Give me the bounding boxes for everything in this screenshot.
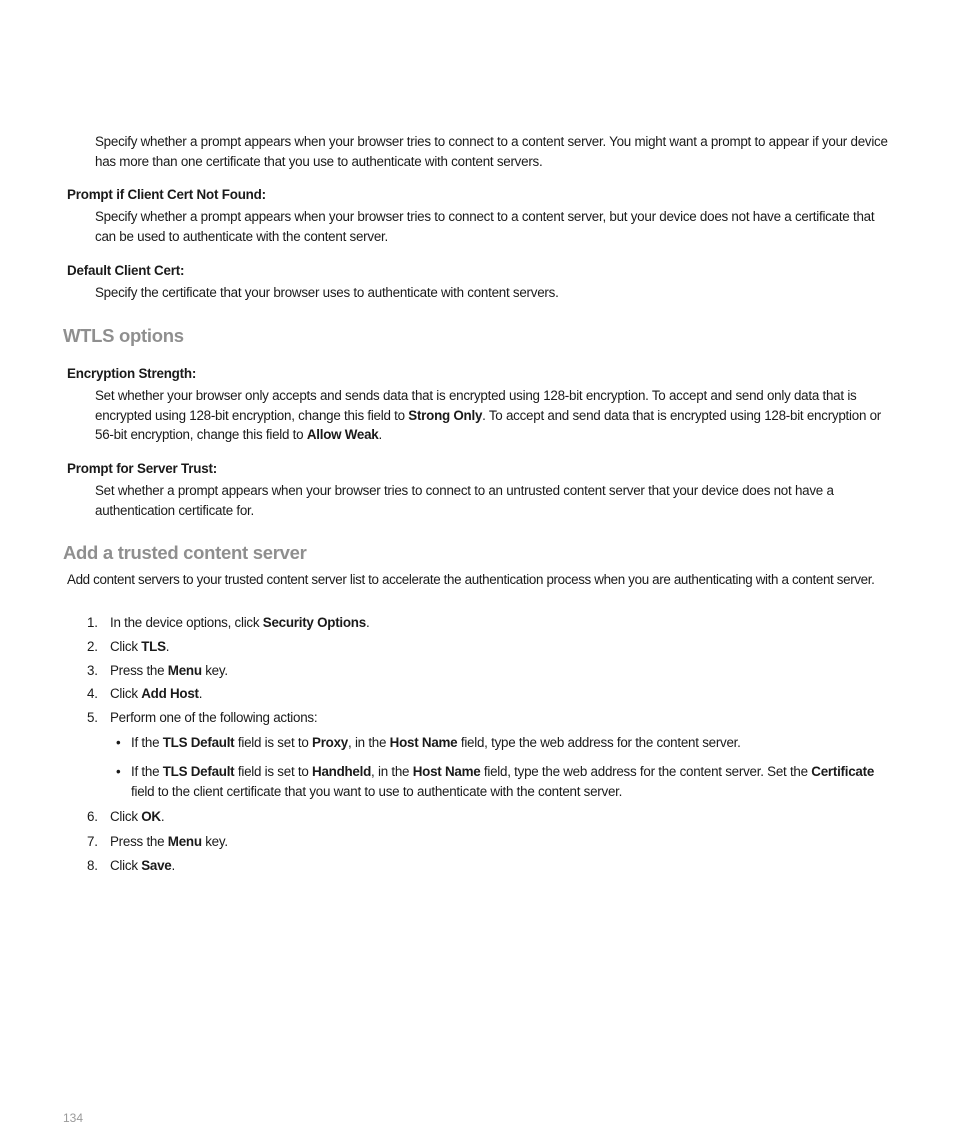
bullet-icon: •	[116, 735, 121, 750]
proxy-label: Proxy	[312, 735, 348, 750]
text-run: field to the client certificate that you want to use to authenticate with the content server.	[131, 783, 623, 799]
text-run: field is set to	[234, 764, 313, 779]
wtls-options-heading: WTLS options	[63, 325, 184, 346]
encryption-strength-term: Encryption Strength:	[67, 366, 197, 381]
step-number: 2.	[87, 639, 98, 654]
page-number: 134	[63, 1111, 84, 1125]
step-1	[87, 615, 369, 630]
step-3	[87, 663, 228, 678]
text-run: , in the	[371, 764, 413, 779]
step-5	[87, 710, 317, 725]
default-client-cert-term: Default Client Cert:	[67, 263, 185, 278]
ok-label: OK	[141, 809, 161, 824]
text-run: If the	[131, 735, 163, 750]
text-run: .	[365, 615, 370, 630]
text-run: field, type the web address for the content server.	[457, 735, 741, 750]
bullet-text	[131, 733, 896, 753]
strong-only-option: Strong Only	[408, 407, 483, 423]
add-host-label: Add Host	[141, 686, 199, 701]
text-run: Press the	[110, 834, 168, 849]
step-number: 8.	[87, 858, 98, 873]
bullet-icon: •	[116, 764, 121, 779]
certificate-label: Certificate	[811, 764, 875, 779]
menu-key-label: Menu	[167, 834, 202, 849]
add-trusted-server-heading: Add a trusted content server	[63, 542, 307, 563]
text-run: field, type the web address for the content server. Set the	[480, 764, 812, 779]
step-number: 5.	[87, 710, 98, 725]
step-number: 7.	[87, 834, 98, 849]
step-7	[87, 834, 228, 849]
tls-label: TLS	[141, 639, 166, 654]
step-number: 3.	[87, 663, 98, 678]
step-number: 1.	[87, 615, 98, 630]
text-run: .	[165, 639, 170, 654]
step-number: 6.	[87, 809, 98, 824]
host-name-label: Host Name	[412, 764, 481, 779]
step-number: 4.	[87, 686, 98, 701]
text-run: Click	[110, 809, 142, 824]
step-4	[87, 686, 202, 701]
text-run: Click	[110, 639, 142, 654]
text-run: Click	[110, 858, 142, 873]
host-name-label: Host Name	[389, 735, 458, 750]
text-run: . To accept and send data that is encrypted using 128-bit encryption or 56-bit encryption, change this field to	[95, 407, 882, 442]
bullet-proxy	[116, 733, 896, 753]
text-run: Press the	[110, 663, 168, 678]
text-run: Perform one of the following actions:	[110, 710, 318, 725]
tls-default-label: TLS Default	[162, 764, 235, 779]
step-6	[87, 809, 164, 824]
text-run: key.	[201, 663, 228, 678]
text-run: Set whether your browser only accepts and sends data that is encrypted using 128-bit encryption. To accept and send only data that is encrypted using 128-bit encryption, change this field to	[95, 388, 857, 423]
prompt-if-cert-not-found-term: Prompt if Client Cert Not Found:	[67, 187, 266, 202]
text-run: .	[171, 858, 175, 873]
text-run: field is set to	[234, 735, 313, 750]
text-run: Click	[110, 686, 142, 701]
client-cert-prompt-description: Specify whether a prompt appears when your browser tries to connect to a content server. You might want a prompt to appear if your device has more than one certificate that you use to authenticate with content servers.	[95, 134, 888, 169]
text-run: In the device options, click	[110, 615, 263, 630]
prompt-for-server-trust-term: Prompt for Server Trust:	[67, 461, 217, 476]
add-trusted-server-intro: Add content servers to your trusted content server list to accelerate the authentication process when you are authenticating with a content server.	[67, 572, 875, 587]
text-run: , in the	[348, 735, 390, 750]
encryption-strength-description	[95, 386, 895, 445]
bullet-text	[131, 762, 896, 801]
default-client-cert-description: Specify the certificate that your browser uses to authenticate with content servers.	[95, 285, 559, 300]
step-2	[87, 639, 169, 654]
text-run: key.	[201, 834, 228, 849]
handheld-label: Handheld	[312, 764, 372, 779]
text-run: .	[198, 686, 203, 701]
bullet-handheld	[116, 762, 896, 801]
prompt-for-server-trust-description: Set whether a prompt appears when your browser tries to connect to an untrusted content server that your device does not have a authentication certificate for.	[95, 483, 834, 518]
text-run: If the	[131, 764, 163, 779]
save-label: Save	[141, 858, 172, 873]
tls-default-label: TLS Default	[162, 735, 235, 750]
prompt-if-cert-not-found-description: Specify whether a prompt appears when your browser tries to connect to a content server, but your device does not have a certificate that can be used to authenticate with the content server.	[95, 209, 875, 244]
step-8	[87, 858, 175, 873]
menu-key-label: Menu	[167, 663, 202, 678]
security-options-label: Security Options	[262, 615, 366, 630]
text-run: .	[378, 427, 382, 442]
allow-weak-option: Allow Weak	[306, 427, 379, 442]
text-run: .	[160, 809, 165, 824]
